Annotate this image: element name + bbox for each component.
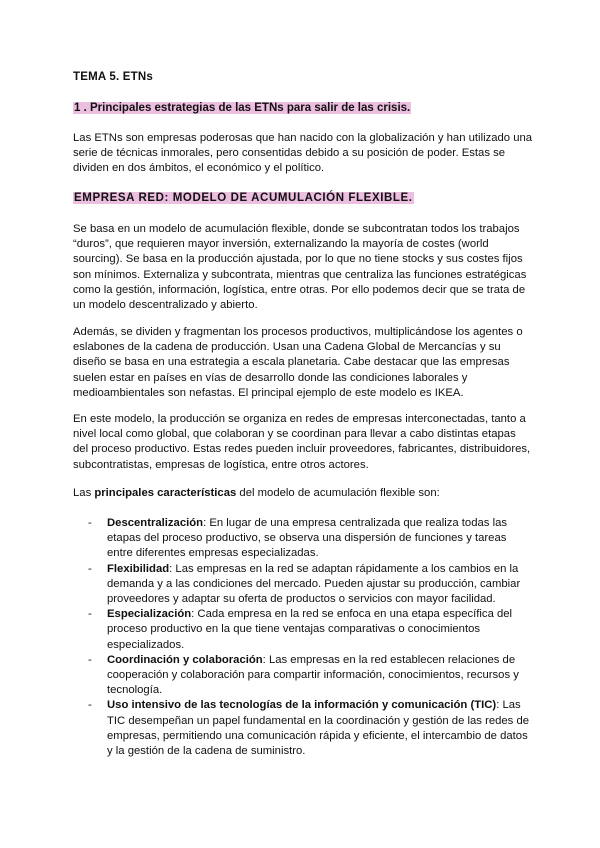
characteristics-intro-pre: Las [73, 487, 95, 499]
bullet-dash: - [88, 517, 92, 529]
list-item-text: : Las empresas en la red establecen relaciones de cooperación y colaboración para compartir información, conocimientos, recursos y tecnología. [107, 653, 519, 697]
bullet-dash: - [88, 699, 92, 712]
list-item [73, 516, 533, 562]
list-item-term: Descentralización [107, 517, 204, 529]
paragraph-fragmentation: Además, se dividen y fragmentan los procesos productivos, multiplicándose los agentes o eslabones de la cadena de producción. Usan una Cadena Global de Mercancías y su diseño se basa en una estrategia a escala planetaria. Cabe destacar que las empresas suelen estar en países en vías de desarrollo donde las condiciones laborales y medioambientales son nefastas. El principal ejemplo de este modelo es IKEA. [73, 326, 523, 399]
intro-paragraph: Las ETNs son empresas poderosas que han nacido con la globalización y han utilizado una serie de técnicas inmorales, pero consentidas debido a su posición de poder. Estas se dividen en dos ámbitos, el económico y el político. [73, 132, 533, 175]
characteristics-intro-bold: principales características [94, 487, 237, 499]
list-item [73, 653, 533, 699]
list-item-term: Coordinación y colaboración [107, 653, 263, 666]
bullet-dash: - [88, 608, 92, 621]
bullet-dash: - [88, 653, 92, 666]
list-item-text: : Cada empresa en la red se enfoca en una etapa específica del proceso productivo en la que tiene ventajas comparativas o conocimientos especializados. [107, 608, 513, 651]
list-item-text: : En lugar de una empresa centralizada que realiza todas las etapas del proceso productivo, se observa una dispersión de funciones y tareas entre diferentes empresas especializadas. [107, 517, 508, 560]
bullet-dash: - [88, 562, 92, 575]
characteristics-intro-post: del modelo de acumulación flexible son: [236, 487, 440, 499]
list-item-term: Flexibilidad [107, 562, 170, 575]
section2-heading [73, 192, 414, 204]
list-item [73, 698, 533, 759]
list-item [73, 607, 533, 653]
section2-heading-text: EMPRESA RED: MODELO DE ACUMULACIÓN FLEXIBLE. [74, 192, 413, 204]
paragraph-networks: En este modelo, la producción se organiza en redes de empresas interconectadas, tanto a nivel local como global, que colaboran y se coordinan para llevar a cabo distintas etapas del proceso productivo. Estas redes pueden incluir proveedores, fabricantes, distribuidores, subcontratistas, empresas de logística, entre otros actores. [73, 413, 531, 471]
list-item-text: : Las empresas en la red se adaptan rápidamente a los cambios en la demanda y a las condiciones del mercado. Pueden ajustar su producción, cambiar proveedores y adaptar su oferta de productos o servicios con mayor facilidad. [107, 562, 521, 606]
list-item [73, 562, 533, 608]
paragraph-flexible-model: Se basa en un modelo de acumulación flexible, donde se subcontratan todos los trabajos “duros”, que requieren mayor inversión, externalizando la mayoría de costes (world sourcing). Se basa en la producción ajustada, por lo que no tiene stocks y sus costes fijos son mínimos. Externaliza y subcontrata, mientras que centraliza las funciones estratégicas como la gestión, información, logística, entre otras. Por ello podemos decir que se trata de un modelo descentralizado y abierto. [73, 223, 527, 312]
paragraph-characteristics-intro [73, 486, 533, 501]
characteristics-list [73, 516, 533, 759]
list-item-term: Uso intensivo de las tecnologías de la información y comunicación (TIC) [107, 699, 497, 712]
list-item-text: : Las TIC desempeñan un papel fundamental en la coordinación y gestión de las redes de empresas, permitiendo una comunicación rápida y eficiente, el intercambio de datos y la gestión de la cadena de suministro. [107, 699, 530, 758]
document-title: TEMA 5. ETNs [73, 71, 153, 83]
section1-heading-text: 1 . Principales estrategias de las ETNs para salir de las crisis. [74, 102, 411, 114]
section1-heading [73, 102, 411, 114]
list-item-term: Especialización [107, 608, 192, 621]
